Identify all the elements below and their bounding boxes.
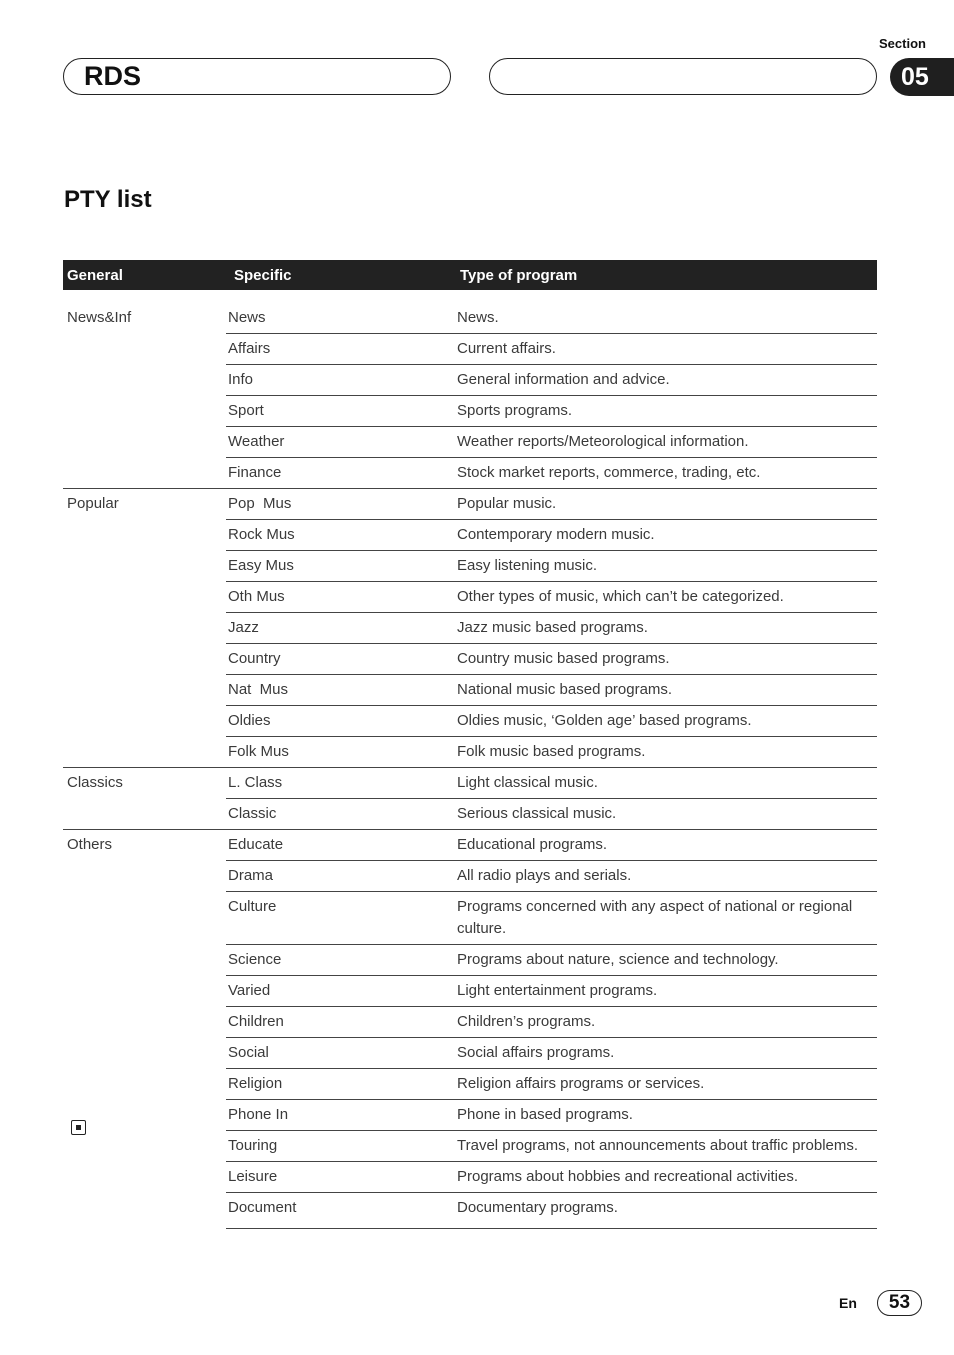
specific-pty-cell: Finance	[226, 458, 456, 489]
general-category-cell: Others	[63, 830, 226, 1229]
table-row	[63, 489, 877, 520]
end-of-section-icon	[71, 1120, 86, 1135]
program-type-cell: Programs about hobbies and recreational activities.	[456, 1162, 877, 1193]
pty-table	[63, 260, 877, 1229]
specific-pty-cell: Rock Mus	[226, 520, 456, 551]
specific-pty-cell: Sport	[226, 396, 456, 427]
specific-pty-cell: Science	[226, 945, 456, 976]
column-header-specific: Specific	[226, 260, 456, 290]
general-category-cell: News&Inf	[67, 309, 132, 326]
program-type-cell: Travel programs, not announcements about traffic problems.	[456, 1131, 877, 1162]
specific-pty-cell: Touring	[226, 1131, 456, 1162]
program-type-cell: Easy listening music.	[456, 551, 877, 582]
program-type-cell: National music based programs.	[456, 675, 877, 706]
section-label: Section	[879, 36, 926, 51]
language-label: En	[839, 1295, 857, 1311]
table-row	[63, 768, 877, 799]
program-type-cell: All radio plays and serials.	[456, 861, 877, 892]
table-spacer-row	[63, 290, 877, 303]
specific-pty-cell: Educate	[226, 830, 456, 861]
program-type-cell: Light entertainment programs.	[456, 976, 877, 1007]
program-type-cell: Religion affairs programs or services.	[456, 1069, 877, 1100]
program-type-cell: Other types of music, which can’t be categorized.	[456, 582, 877, 613]
specific-pty-cell: Social	[226, 1038, 456, 1069]
program-type-cell: Popular music.	[456, 489, 877, 520]
specific-pty-cell: Drama	[226, 861, 456, 892]
program-type-cell: Children’s programs.	[456, 1007, 877, 1038]
specific-pty-cell: Oldies	[226, 706, 456, 737]
specific-pty-cell: Culture	[226, 892, 456, 945]
specific-pty-cell: Document	[226, 1193, 456, 1229]
right-title-frame	[489, 58, 877, 95]
specific-pty-cell: Phone In	[226, 1100, 456, 1131]
specific-pty-cell: L. Class	[226, 768, 456, 799]
specific-pty-cell: Country	[226, 644, 456, 675]
specific-pty-cell: Jazz	[226, 613, 456, 644]
specific-pty-cell: Easy Mus	[226, 551, 456, 582]
program-type-cell: Sports programs.	[456, 396, 877, 427]
program-type-cell: Serious classical music.	[456, 799, 877, 830]
specific-pty-cell: Weather	[226, 427, 456, 458]
column-header-type: Type of program	[456, 260, 877, 290]
program-type-cell: Oldies music, ‘Golden age’ based programs.	[456, 706, 877, 737]
general-category-cell: Classics	[63, 768, 226, 830]
program-type-cell: Stock market reports, commerce, trading, etc.	[456, 458, 877, 489]
program-type-cell: Educational programs.	[456, 830, 877, 861]
specific-pty-cell: News	[226, 303, 456, 334]
specific-pty-cell: Affairs	[226, 334, 456, 365]
program-type-cell: Phone in based programs.	[456, 1100, 877, 1131]
spacer-cell	[63, 290, 877, 303]
chapter-title: RDS	[84, 61, 142, 91]
program-type-cell: Programs about nature, science and technology.	[456, 945, 877, 976]
chapter-title-frame	[63, 58, 451, 95]
specific-pty-cell: Classic	[226, 799, 456, 830]
general-category-cell: Popular	[63, 489, 226, 768]
program-type-cell: Folk music based programs.	[456, 737, 877, 768]
section-number-badge: 05	[890, 58, 954, 96]
page-title: PTY list	[64, 186, 152, 213]
table-row	[63, 303, 877, 334]
specific-pty-cell: Children	[226, 1007, 456, 1038]
program-type-cell: Contemporary modern music.	[456, 520, 877, 551]
specific-pty-cell: Leisure	[226, 1162, 456, 1193]
specific-pty-cell: Pop Mus	[226, 489, 456, 520]
program-type-cell: Light classical music.	[456, 768, 877, 799]
table-body	[63, 290, 877, 1229]
program-type-cell: General information and advice.	[456, 365, 877, 396]
program-type-cell: Country music based programs.	[456, 644, 877, 675]
program-type-cell: Social affairs programs.	[456, 1038, 877, 1069]
table-header-row	[63, 260, 877, 290]
program-type-cell: Jazz music based programs.	[456, 613, 877, 644]
specific-pty-cell: Religion	[226, 1069, 456, 1100]
specific-pty-cell: Folk Mus	[226, 737, 456, 768]
program-type-cell: Current affairs.	[456, 334, 877, 365]
specific-pty-cell: Info	[226, 365, 456, 396]
column-header-general: General	[63, 260, 226, 290]
program-type-cell: Weather reports/Meteorological information.	[456, 427, 877, 458]
specific-pty-cell: Oth Mus	[226, 582, 456, 613]
program-type-cell: Documentary programs.	[456, 1193, 877, 1229]
specific-pty-cell: Nat Mus	[226, 675, 456, 706]
program-type-cell: News.	[456, 303, 877, 334]
specific-pty-cell: Varied	[226, 976, 456, 1007]
program-type-cell: Programs concerned with any aspect of national or regional culture.	[456, 892, 877, 945]
page-number: 53	[877, 1290, 922, 1316]
table-row	[63, 830, 877, 861]
